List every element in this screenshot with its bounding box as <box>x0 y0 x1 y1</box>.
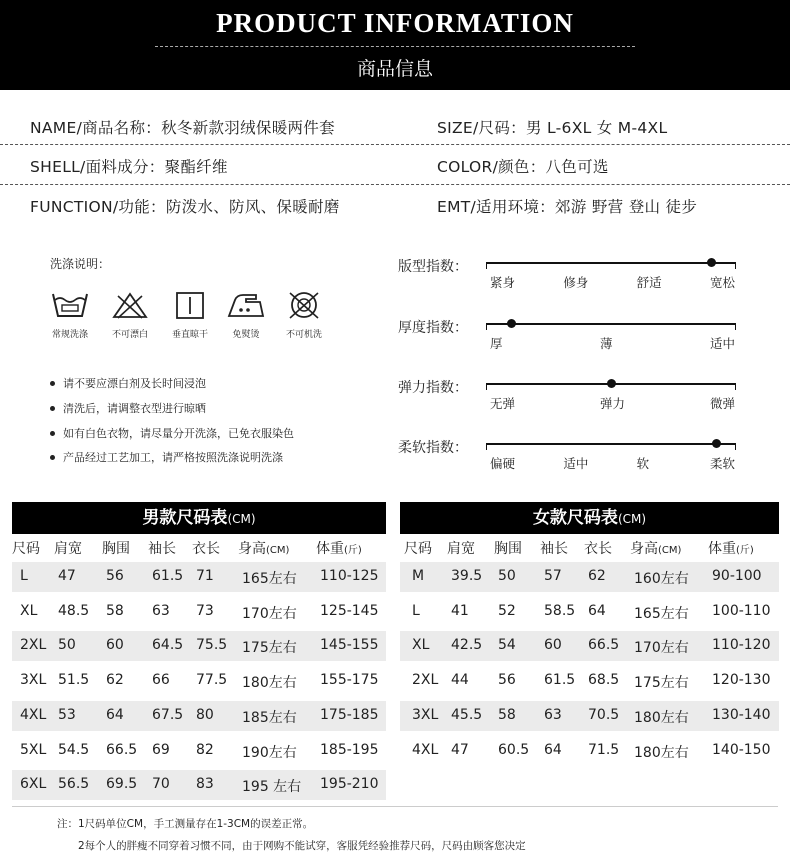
table-cell: 61.5 <box>152 568 184 584</box>
index-label: 厚度指数： <box>398 320 468 336</box>
table-cell: 41 <box>451 602 469 619</box>
index-scale-line <box>486 262 736 264</box>
index-scale-word: 修身 <box>563 275 589 290</box>
table-cell: 71 <box>196 568 214 584</box>
table-cell: 47 <box>58 568 76 584</box>
index-marker <box>607 379 616 388</box>
table-header-cell: 衣长 <box>584 541 612 557</box>
table-cell: 64.5 <box>152 637 184 654</box>
table-cell: 73 <box>196 602 214 619</box>
table-cell: 75.5 <box>196 637 228 654</box>
table-cell: 4XL <box>20 706 47 723</box>
table-cell: 175左右 <box>242 640 297 657</box>
table-cell: 69.5 <box>106 776 138 793</box>
table-cell: 66.5 <box>106 741 138 758</box>
table-cell: 2XL <box>412 672 439 689</box>
table-cell: 47 <box>451 741 469 758</box>
table-cell: 160左右 <box>634 571 689 587</box>
table-cell: 50 <box>498 568 516 584</box>
table-cell: 68.5 <box>588 672 620 689</box>
index-scale-tick <box>735 263 736 269</box>
table-cell: L <box>20 568 28 584</box>
index-label: 版型指数： <box>398 259 468 275</box>
table-cell: 145-155 <box>320 637 379 654</box>
table-cell: 195 左右 <box>242 779 302 796</box>
index-scale-tick <box>486 444 487 450</box>
table-cell: 66.5 <box>588 637 620 654</box>
table-cell: 130-140 <box>712 706 771 723</box>
table-cell: 120-130 <box>712 672 771 689</box>
index-scale-tick <box>735 444 736 450</box>
hand-wash-icon <box>50 290 90 320</box>
table-header-cell: 胸围 <box>494 541 522 557</box>
index-scale-line <box>486 323 736 325</box>
table-cell: 77.5 <box>196 672 228 689</box>
header-divider <box>155 46 635 47</box>
index-scale-word: 微弹 <box>710 396 736 411</box>
table-header-cell: 身高(CM) <box>238 541 290 557</box>
table-header-cell: 体重(斤) <box>316 541 362 557</box>
table-cell: 44 <box>451 672 469 689</box>
no-bleach-icon <box>110 290 150 320</box>
index-scale-word: 弹力 <box>600 396 626 411</box>
table-header-cell: 袖长 <box>540 541 568 557</box>
table-header-cell: 身高(CM) <box>630 541 682 557</box>
table-cell: 80 <box>196 706 214 723</box>
washing-note: 请不要应漂白剂及长时间浸泡 <box>50 375 206 391</box>
index-scale-word: 偏硬 <box>490 456 516 471</box>
table-cell: 67.5 <box>152 706 184 723</box>
table-cell: 165左右 <box>242 571 297 587</box>
table-cell: 180左右 <box>634 744 689 761</box>
table-cell: 100-110 <box>712 602 771 619</box>
table-cell: 60.5 <box>498 741 530 758</box>
product-environment: EMT/适用环境：郊游 野营 登山 徒步 <box>437 198 698 216</box>
index-scale-word: 紧身 <box>490 275 516 290</box>
index-scale-tick <box>486 263 487 269</box>
index-scale-tick <box>735 384 736 390</box>
table-cell: 62 <box>588 568 606 584</box>
index-label: 弹力指数： <box>398 380 468 396</box>
table-header-cell: 尺码 <box>404 541 432 557</box>
index-scale-word: 宽松 <box>710 275 736 290</box>
table-cell: 61.5 <box>544 672 576 689</box>
index-marker <box>712 439 721 448</box>
index-scale-word: 适中 <box>710 336 736 351</box>
table-cell: 69 <box>152 741 170 758</box>
index-scale-tick <box>486 384 487 390</box>
table-cell: 4XL <box>412 741 439 758</box>
table-cell: XL <box>20 602 38 619</box>
index-scale-tick <box>486 324 487 330</box>
table-cell: 3XL <box>20 672 47 689</box>
table-cell: 83 <box>196 776 214 793</box>
drip-dry-icon <box>170 290 210 320</box>
table-cell: 54.5 <box>58 741 90 758</box>
table-cell: 180左右 <box>242 675 297 692</box>
table-cell: 82 <box>196 741 214 758</box>
table-cell: 165左右 <box>634 605 689 622</box>
product-color: COLOR/颜色：八色可选 <box>437 158 609 176</box>
product-name: NAME/商品名称：秋冬新款羽绒保暖两件套 <box>30 119 335 137</box>
table-cell: 190左右 <box>242 744 297 761</box>
product-shell: SHELL/面料成分：聚酯纤维 <box>30 158 228 176</box>
table-cell: 170左右 <box>634 640 689 657</box>
page-title: PRODUCT INFORMATION <box>216 8 574 38</box>
table-cell: 5XL <box>20 741 47 758</box>
wash-icon-label: 垂直晾干 <box>171 330 208 340</box>
table-cell: 175左右 <box>634 675 689 692</box>
index-scale-tick <box>735 324 736 330</box>
wash-icon-label: 常规洗涤 <box>51 330 88 340</box>
footnote-divider <box>12 806 778 807</box>
table-cell: 64 <box>588 602 606 619</box>
table-header-cell: 尺码 <box>12 541 40 557</box>
table-cell: 58 <box>106 602 124 619</box>
index-scale-word: 适中 <box>563 456 589 471</box>
index-scale-word: 柔软 <box>710 456 736 471</box>
table-cell: 110-120 <box>712 637 771 654</box>
index-marker <box>707 258 716 267</box>
table-cell: 66 <box>152 672 170 689</box>
index-scale-line <box>486 443 736 445</box>
table-cell: 58 <box>498 706 516 723</box>
washing-title: 洗涤说明： <box>50 257 111 271</box>
table-cell: 110-125 <box>320 568 379 584</box>
table-cell: 64 <box>544 741 562 758</box>
table-cell: 45.5 <box>451 706 483 723</box>
table-cell: 52 <box>498 602 516 619</box>
table-cell: 170左右 <box>242 605 297 622</box>
table-header-cell: 肩宽 <box>447 541 475 557</box>
washing-note: 产品经过工艺加工，请严格按照洗涤说明洗涤 <box>50 449 283 465</box>
wash-icon-label: 不可机洗 <box>285 330 322 340</box>
table-cell: 56 <box>498 672 516 689</box>
footnote: 注：1尺码单位CM，手工测量存在1-3CM的误差正常。 <box>57 818 314 830</box>
table-cell: 195-210 <box>320 776 379 793</box>
table-cell: 71.5 <box>588 741 620 758</box>
table-cell: M <box>412 568 425 584</box>
table-cell: 56 <box>106 568 124 584</box>
table-cell: 90-100 <box>712 568 762 584</box>
footnote: 2每个人的胖瘦不同穿着习惯不同，由于网购不能试穿，客服凭经验推荐尺码，尺码由顾客您决定 <box>78 840 526 852</box>
table-cell: 64 <box>106 706 124 723</box>
no-machine-wash-icon <box>284 290 324 320</box>
table-cell: L <box>412 602 420 619</box>
table-cell: XL <box>412 637 430 654</box>
table-cell: 6XL <box>20 776 47 793</box>
index-scale-word: 软 <box>636 456 650 471</box>
table-cell: 50 <box>58 637 76 654</box>
index-scale-word: 厚 <box>490 336 503 351</box>
table-cell: 48.5 <box>58 602 90 619</box>
table-header-cell: 胸围 <box>102 541 130 557</box>
table-header-cell: 体重(斤) <box>708 541 754 557</box>
table-cell: 185左右 <box>242 709 297 726</box>
table-header-cell: 肩宽 <box>54 541 82 557</box>
table-cell: 57 <box>544 568 562 584</box>
table-header-cell: 袖长 <box>148 541 176 557</box>
table-cell: 3XL <box>412 706 439 723</box>
index-scale-word: 无弹 <box>490 396 516 411</box>
men-size-table-title: 男款尺码表(CM) <box>12 502 386 534</box>
table-cell: 155-175 <box>320 672 379 689</box>
table-cell: 54 <box>498 637 516 654</box>
table-cell: 70.5 <box>588 706 620 723</box>
table-cell: 175-185 <box>320 706 379 723</box>
washing-note: 如有白色衣物，请尽量分开洗涤，已免衣服染色 <box>50 425 294 441</box>
index-marker <box>507 319 516 328</box>
women-size-table-title: 女款尺码表(CM) <box>400 502 779 534</box>
table-cell: 180左右 <box>634 709 689 726</box>
table-cell: 53 <box>58 706 76 723</box>
table-cell: 63 <box>152 602 170 619</box>
index-scale-word: 薄 <box>600 336 613 351</box>
table-cell: 56.5 <box>58 776 90 793</box>
page-subtitle: 商品信息 <box>356 58 433 80</box>
table-cell: 58.5 <box>544 602 576 619</box>
wash-icon-label: 不可漂白 <box>111 330 148 340</box>
table-header-cell: 衣长 <box>192 541 220 557</box>
table-cell: 42.5 <box>451 637 483 654</box>
table-cell: 2XL <box>20 637 47 654</box>
table-cell: 125-145 <box>320 602 379 619</box>
info-divider <box>0 184 790 185</box>
table-cell: 63 <box>544 706 562 723</box>
table-cell: 70 <box>152 776 170 793</box>
index-scale-word: 舒适 <box>636 275 662 290</box>
washing-note: 清洗后，请调整衣型进行晾晒 <box>50 400 206 416</box>
table-cell: 185-195 <box>320 741 379 758</box>
table-cell: 51.5 <box>58 672 90 689</box>
product-size-range: SIZE/尺码：男 L-6XL 女 M-4XL <box>437 119 668 137</box>
table-cell: 60 <box>544 637 562 654</box>
table-cell: 140-150 <box>712 741 771 758</box>
index-label: 柔软指数： <box>398 440 468 456</box>
table-cell: 60 <box>106 637 124 654</box>
wash-icon-label: 免熨烫 <box>232 330 260 340</box>
table-cell: 62 <box>106 672 124 689</box>
product-function: FUNCTION/功能：防泼水、防风、保暖耐磨 <box>30 198 340 216</box>
info-divider <box>0 144 790 145</box>
table-cell: 39.5 <box>451 568 483 584</box>
iron-icon <box>226 290 266 320</box>
